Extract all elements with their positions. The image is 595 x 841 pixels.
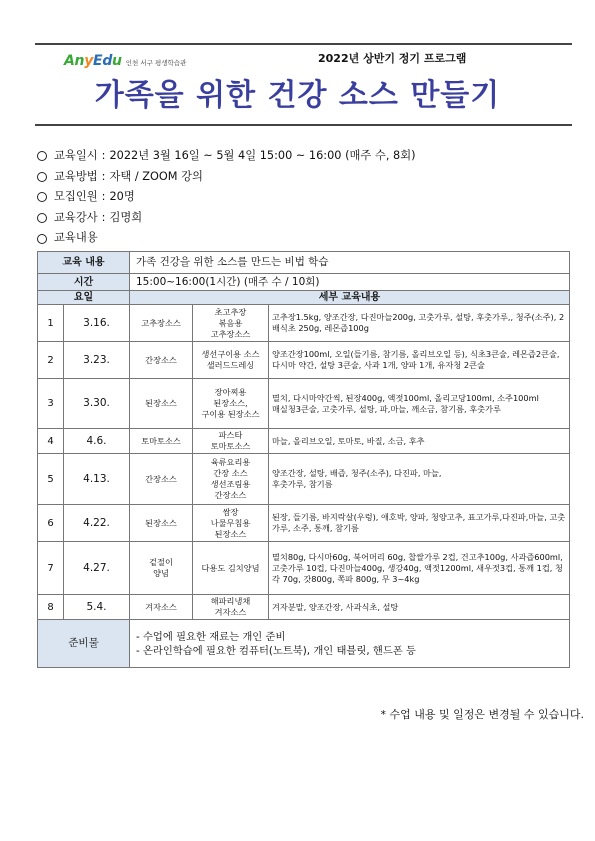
column-header-row: [38, 291, 570, 305]
row-date: 3.16.: [64, 305, 130, 342]
day-header: 요일: [38, 291, 130, 305]
row-use: 초고추장 볶음용 고추장소스: [193, 305, 269, 342]
schedule-row: [38, 429, 570, 454]
row-ingredients: 멸치, 다시마약간씩, 된장400g, 액젓100ml, 올리고당100ml, 소주100ml 매실청3큰술, 고춧가루, 설탕, 파,마늘, 깨소금, 참기름, 후춧가루: [269, 379, 570, 429]
content-row: [38, 252, 570, 274]
circle-bullet-icon: [37, 172, 47, 182]
row-date: 4.22.: [64, 505, 130, 542]
prep-items: [130, 620, 570, 668]
row-ingredients: 양조간장100ml, 오일(들기름, 참기름, 올리브오일 등), 식초3큰술, 레몬즙2큰술, 다시마 약간, 설탕 3큰술, 사과 1개, 양파 1개, 유자청 2큰술: [269, 342, 570, 379]
row-sauce: 된장소스: [130, 505, 193, 542]
row-ingredients: 된장, 들기름, 바지락살(우렁), 애호박, 양파, 청양고추, 표고가루,다진파,마늘, 고춧가루, 소주, 통깨, 참기름: [269, 505, 570, 542]
schedule-row: [38, 342, 570, 379]
row-ingredients: 마늘, 올리브오일, 토마토, 바질, 소금, 후추: [269, 429, 570, 454]
row-use: 쌈장 나물무침용 된장소스: [193, 505, 269, 542]
program-label: 2022년 상반기 정기 프로그램: [318, 52, 467, 65]
row-sauce: 간장소스: [130, 454, 193, 505]
row-sauce: 된장소스: [130, 379, 193, 429]
top-rule: [35, 43, 572, 45]
footnote: * 수업 내용 및 일정은 변경될 수 있습니다.: [380, 708, 584, 721]
row-number: 7: [38, 542, 64, 595]
circle-bullet-icon: [37, 192, 47, 202]
row-use: 장아찌용 된장소스, 구이용 된장소스: [193, 379, 269, 429]
time-row: [38, 274, 570, 291]
prep-item: - 온라인학습에 필요한 컴퓨터(노트북), 개인 태블릿, 핸드폰 등: [136, 644, 416, 657]
row-number: 1: [38, 305, 64, 342]
circle-bullet-icon: [37, 234, 47, 244]
info-item-instructor: 교육강사 : 김명희: [37, 208, 416, 229]
prep-label: 준비물: [38, 620, 130, 668]
prep-item: - 수업에 필요한 재료는 개인 준비: [136, 630, 286, 643]
row-use: 해파리냉채 겨자소스: [193, 595, 269, 620]
time-value: 15:00~16:00(1시간) (매주 수 / 10회): [130, 274, 570, 291]
schedule-row: [38, 505, 570, 542]
schedule-row: [38, 595, 570, 620]
info-item-date: 교육일시 : 2022년 3월 16일 ~ 5월 4일 15:00 ~ 16:00 (매주 수, 8회): [37, 146, 416, 167]
schedule-row: [38, 454, 570, 505]
row-date: 4.6.: [64, 429, 130, 454]
row-date: 5.4.: [64, 595, 130, 620]
row-date: 4.13.: [64, 454, 130, 505]
row-date: 4.27.: [64, 542, 130, 595]
time-label: 시간: [38, 274, 130, 291]
circle-bullet-icon: [37, 151, 47, 161]
content-value: 가족 건강을 위한 소스를 만드는 비법 학습: [130, 252, 570, 274]
row-use: 육류요리용 간장 소스 생선조림용 간장소스: [193, 454, 269, 505]
row-number: 6: [38, 505, 64, 542]
row-number: 3: [38, 379, 64, 429]
logo: [64, 53, 186, 69]
page-title: 가족을 위한 건강 소스 만들기: [94, 78, 501, 113]
circle-bullet-icon: [37, 213, 47, 223]
row-date: 3.23.: [64, 342, 130, 379]
row-date: 3.30.: [64, 379, 130, 429]
row-sauce: 겉절이 양념: [130, 542, 193, 595]
info-item-capacity: 모집인원 : 20명: [37, 187, 416, 208]
row-number: 2: [38, 342, 64, 379]
row-sauce: 토마토소스: [130, 429, 193, 454]
content-label: 교육 내용: [38, 252, 130, 274]
row-ingredients: 고추장1.5kg, 양조간장, 다진마늘200g, 고춧가루, 설탕, 후춧가루,, 청주(소주), 2배식초 250g, 레몬즙100g: [269, 305, 570, 342]
row-use: 생선구이용 소스 샐러드드레싱: [193, 342, 269, 379]
title-rule: [35, 124, 572, 126]
schedule-table: [37, 251, 570, 668]
row-ingredients: 겨자분말, 양조간장, 사과식초, 설탕: [269, 595, 570, 620]
schedule-row: [38, 379, 570, 429]
logo-org-name: 인천 서구 평생학습관: [125, 59, 187, 67]
row-number: 8: [38, 595, 64, 620]
info-item-content: 교육내용: [37, 228, 416, 249]
info-list: [37, 146, 416, 249]
row-sauce: 겨자소스: [130, 595, 193, 620]
schedule-row: [38, 542, 570, 595]
prep-row: [38, 620, 570, 668]
row-number: 5: [38, 454, 64, 505]
row-use: 다용도 김치양념: [193, 542, 269, 595]
row-ingredients: 멸치80g, 다시마60g, 북어머리 60g, 찹쌀가루 2컵, 건고추100g, 사과즙600ml, 고춧가루 10컵, 다진마늘400g, 생강40g, 액젓1200ml, 새우젓3컵, 통깨 1컵, 청각 70g, 갓800g, 쪽파 800g, 무 3~4kg: [269, 542, 570, 595]
info-item-method: 교육방법 : 자택 / ZOOM 강의: [37, 167, 416, 188]
row-use: 파스타 토마토소스: [193, 429, 269, 454]
schedule-row: [38, 305, 570, 342]
detail-header: 세부 교육내용: [130, 291, 570, 305]
row-sauce: 고추장소스: [130, 305, 193, 342]
row-number: 4: [38, 429, 64, 454]
row-ingredients: 양조간장, 설탕, 배즙, 청주(소주), 다진파, 마늘, 후춧가루, 참기름: [269, 454, 570, 505]
logo-wordmark: AnyEdu: [64, 53, 122, 69]
row-sauce: 간장소스: [130, 342, 193, 379]
